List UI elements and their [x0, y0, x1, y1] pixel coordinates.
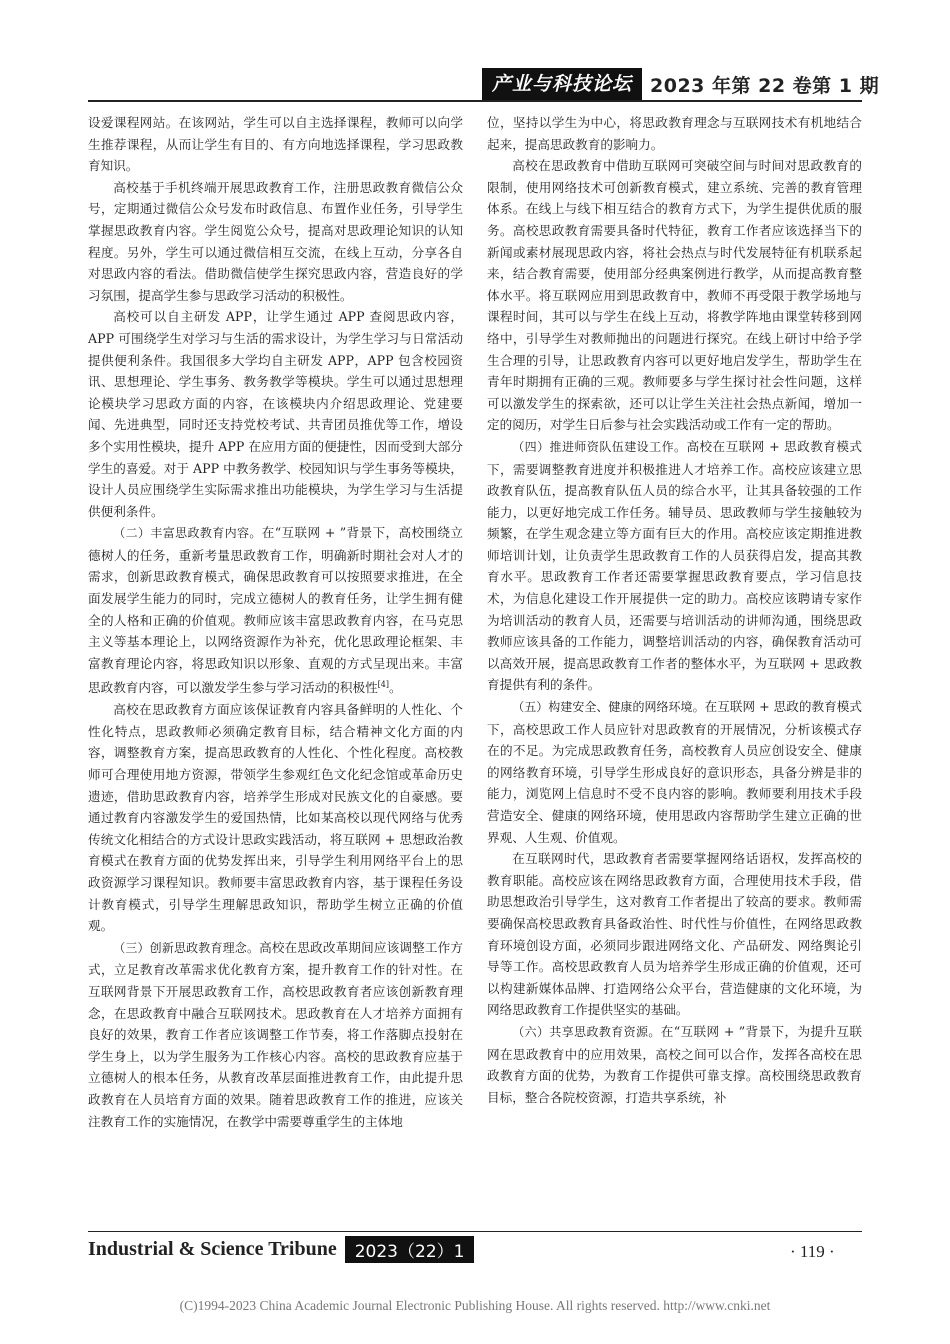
paragraph: 高校在思政教育方面应该保证教育内容具备鲜明的人性化、个性化特点，思政教师必须确定教育目标，结合精神文化方面的内容，调整教育方案，提高思政教育的人性化、个性化程度。高校教师可合理使用地方资源，带领学生参观红色文化纪念馆或革命历史遗迹，借助思政教育内容，培养学生形成对民族文化的自豪感。要通过教育内容激发学生的爱国热情，比如某高校以现代网络与优秀传统文化相结合的方式设计思政实践活动，将互联网 + 思想政治教育模式在教育方面的优势发挥出来，引导学生利用网络平台上的思政资源学习课程知识。教师要丰富思政教育内容，基于课程任务设计教育模式，引导学生理解思政知识，帮助学生树立正确的价值观。 — [88, 702, 463, 934]
copyright-notice: (C)1994-2023 China Academic Journal Electronic Publishing House. All rights reserved. http://www.cnki.net — [179, 1298, 771, 1313]
section-heading: （四）推进师资队伍建设工作。 — [512, 439, 687, 454]
footer-rule — [88, 1231, 862, 1232]
section-heading: （二）丰富思政教育内容。 — [113, 526, 262, 541]
section-heading: （六）共享思政教育资源。 — [512, 1024, 661, 1039]
left-column — [88, 112, 463, 1132]
section-heading: （三）创新思政教育理念。 — [113, 940, 260, 955]
journal-name: 产业与科技论坛 — [482, 68, 642, 100]
paragraph: 高校在思政教育中借助互联网可突破空间与时间对思政教育的限制，使用网络技术可创新教育模式，建立系统、完善的教育管理体系。在线上与线下相互结合的教育方式下，为学生提供优质的服务。高校思政教育需要具备时代特征，教育工作者应该选择当下的新闻或素材展现思政内容，将社会热点与时代发展特征有机联系起来，结合教育需要，使用部分经典案例进行教学，从而提高教育整体水平。将互联网应用到思政教育中，教师不再受限于教学场地与课程时间，其可以与学生在线上互动，将教学阵地由课堂转移到网络中，引导学生对教师抛出的问题进行探究。在线上研讨中给予学生合理的引导，让思政教育内容可以更好地启发学生，帮助学生在青年时期拥有正确的三观。教师要多与学生探讨社会性问题，这样可以激发学生的探索欲，还可以让学生关注社会热点新闻，增加一定的阅历，对学生日后参与社会实践活动或工作有一定的帮助。 — [487, 158, 862, 433]
citation: [4] — [377, 680, 389, 690]
paragraph: 位，坚持以学生为中心，将思政教育理念与互联网技术有机地结合起来，提高思政教育的影响力。 — [487, 115, 862, 152]
paragraph: 设爱课程网站。在该网站，学生可以自主选择课程，教师可以向学生推荐课程，从而让学生有目的、有方向地选择课程，学习思政教育知识。 — [88, 115, 463, 174]
paragraph-section-3 — [88, 937, 463, 1132]
paragraph: 高校可以自主研发 APP，让学生通过 APP 查阅思政内容，APP 可围绕学生对学习与生活的需求设计，为学生学习与日常活动提供便利条件。我国很多大学均自主研发 APP，APP 包含校园资讯、思想理论、学生事务、教务教学等模块。学生可以通过思想理论模块学习思政方面的内容，在该模块内介绍思政理论、党建要闻、先进典型，同时还支持党校考试、共青团员推优等工作，增设多个实用性模块，提升 APP 在应用方面的便捷性，因而受到大部分学生的喜爱。对于 APP 中教务教学、校园知识与学生事务等模块，设计人员应围绕学生实际需求推出功能模块，为学生学习与生活提供便利条件。 — [88, 309, 463, 519]
header-rule — [88, 100, 862, 102]
page-number: · 119 · — [790, 1242, 835, 1261]
paragraph-section-4 — [487, 436, 862, 696]
paragraph-text: 在“互联网 + ”背景下，高校围绕立德树人的任务，重新考量思政教育工作，明确新时期社会对人才的需求，创新思政教育模式，确保思政教育可以按照要求推进，在全面发展学生能力的同时，完成立德树人的教育任务，让学生拥有健全的人格和正确的价值观。教师应该丰富思政教育内容，在马克思主义等基本理论上，以网络资源作为补充，优化思政理论框架、丰富教育理论内容，将思政知识以形象、直观的方式呈现出来。丰富思政教育内容，可以激发学生参与学习活动的积极性 — [88, 525, 463, 696]
journal-footer — [88, 1236, 474, 1263]
footer-journal-title: Industrial & Science Tribune — [88, 1238, 337, 1260]
paragraph-tail: 。 — [389, 680, 402, 696]
paragraph-text: 高校在互联网 + 思政教育模式下，需要调整教育进度并积极推进人才培养工作。高校应该建立思政教育队伍，提高教育队伍人员的综合水平，让其具备较强的工作能力，以更好地完成工作任务。辅导员、思政教师与学生接触较为频繁，在学生观念建立等方面有巨大的作用。高校应该定期推进教师培训计划，让负责学生思政教育工作的人员获得启发，提高其教育水平。思政教育工作者还需要掌握思政教育要点，学习信息技术，为信息化建设工作开展提供一定的助力。高校应该聘请专家作为培训活动的教育人员，还需要与培训活动的讲师沟通，围绕思政教师应该具备的工作能力，调整培训活动的内容，确保教育活动可以高效开展，提高思政教育工作者的整体水平，为互联网 + 思政教育提供有利的条件。 — [487, 438, 862, 693]
paragraph-text: 在互联网 + 思政的教育模式下，高校思政工作人员应针对思政教育的开展情况，分析该模式存在的不足。为完成思政教育任务，高校教育人员应创设安全、健康的网络教育环境，引导学生形成良好的意识形态，具备分辨是非的能力，浏览网上信息时不受不良内容的影响。教师要利用技术手段营造安全、健康的网络环境，使用思政内容帮助学生建立正确的世界观、人生观、价值观。 — [487, 699, 862, 845]
footer-issue: 2023（22）1 — [345, 1236, 475, 1263]
issue-info: 2023 年第 22 卷第 1 期 — [650, 74, 880, 97]
paragraph-section-2 — [88, 522, 463, 699]
paragraph: 在互联网时代，思政教育者需要掌握网络话语权，发挥高校的教育职能。高校应该在网络思政教育方面，合理使用技术手段，借助思想政治引导学生，这对教育工作者提出了较高的要求。教师需要确保高校思政教育具备政治性、时代性与价值性，在网络思政教育环境创设方面，必须同步跟进网络文化、产品研发、网络舆论引导等工作。高校思政教育人员为培养学生形成正确的价值观，还可以构建新媒体品牌、打造网络公众平台，营造健康的文化环境，为网络思政教育工作提供坚实的基础。 — [487, 851, 862, 1018]
paragraph-section-6 — [487, 1021, 862, 1108]
paragraph: 高校基于手机终端开展思政教育工作，注册思政教育微信公众号，定期通过微信公众号发布时政信息、布置作业任务，引导学生掌握思政教育内容。学生阅览公众号，提高对思政理论知识的认知程度。另外，学生可以通过微信相互交流，在线上互动，分享各自对思政内容的看法。借助微信使学生探究思政内容，营造良好的学习氛围，提高学生参与思政学习活动的积极性。 — [88, 179, 463, 303]
paragraph-section-5 — [487, 696, 862, 848]
section-heading: （五）构建安全、健康的网络环境。 — [512, 700, 705, 715]
right-column — [487, 112, 862, 1108]
paragraph-text: 在“互联网 + ”背景下，为提升互联网在思政教育中的应用效果，高校之间可以合作，发挥各高校在思政教育方面的优势，为教育工作提供可靠支撑。高校围绕思政教育目标，整合各院校资源，打造共享系统，补 — [487, 1023, 862, 1105]
journal-header — [482, 68, 879, 100]
paragraph-text: 高校在思政改革期间应该调整工作方式，立足教育改革需求优化教育方案，提升教育工作的针对性。在互联网背景下开展思政教育工作，高校思政教育者应该创新教育理念，在思政教育中融合互联网技术。思政教育在人才培养方面拥有良好的效果，教育工作者应该调整工作节奏，将工作落脚点投射在学生身上，以为学生服务为工作核心内容。高校的思政教育应基于立德树人的根本任务，从教育改革层面推进教育工作，由此提升思政教育在人员培育方面的效果。随着思政教育工作的推进，应该关注教育工作的实施情况，在教学中需要尊重学生的主体地 — [88, 939, 463, 1129]
